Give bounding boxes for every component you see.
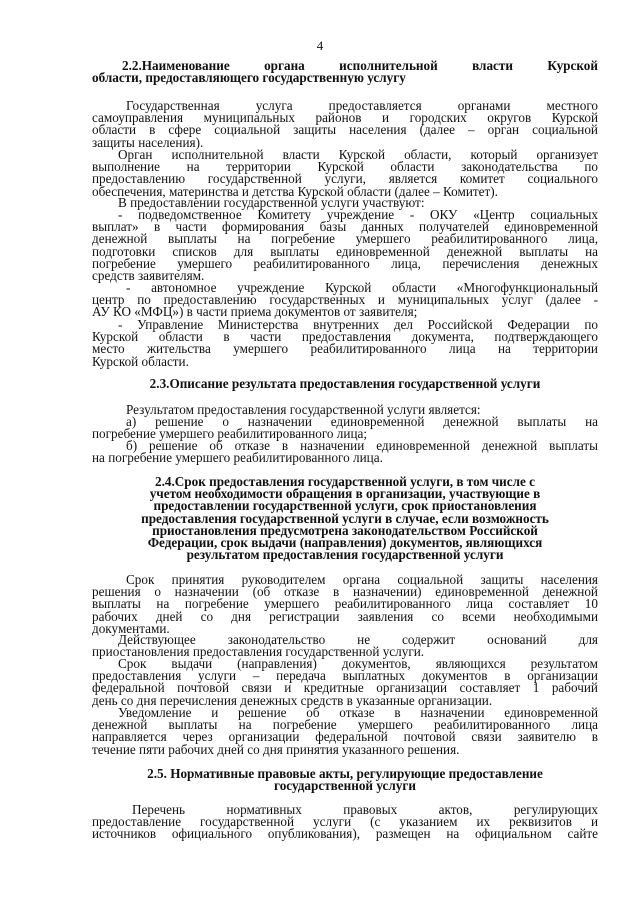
text-line: выплат» в части формирования базы данных получателей единовременной	[92, 219, 598, 235]
text-line: самоуправления муниципальных районов и городских округов Курской	[92, 110, 598, 126]
text-line: приостановления предоставления государственной услуги.	[92, 644, 425, 660]
text-line: день со дня перечисления денежных средств в указанные организации.	[92, 692, 493, 708]
text-line: а) решение о назначении единовременной денежной выплаты на	[126, 414, 598, 429]
text-line: документами.	[92, 620, 170, 636]
text-line: выплаты на погребение умершего реабилитированного лица составляет 10	[92, 596, 598, 612]
text-line: Курской области.	[92, 353, 189, 369]
text-line: денежной выплаты на погребение умершего реабилитированного лица	[92, 717, 598, 733]
heading-line: 2.4.Срок предоставления государственной услуги, в том числе с	[154, 474, 536, 489]
text-line: предоставлению государственной услуги, является комитет социального	[92, 171, 598, 187]
paragraph	[92, 319, 598, 368]
text-line: Действующее законодательство не содержит оснований для	[118, 632, 598, 647]
text-line: Государственная услуга предоставляется органами местного	[126, 98, 598, 113]
text-line: предоставление государственной услуги (с указанием их реквизитов и	[92, 814, 598, 830]
heading-line: Федерации, срок выдачи (направления) документов, являющихся	[147, 535, 543, 551]
text-line: Уведомление и решение об отказе в назначении единовременной	[118, 705, 598, 720]
text-line: денежной выплаты на погребение умершего реабилитированного лица,	[92, 231, 598, 247]
text-line: Результатом предоставления государственной услуги является:	[126, 402, 481, 417]
text-line: АУ КО «МФЦ») в части приема документов от заявителя;	[92, 304, 418, 320]
heading-line: приостановления предусмотрена законодательством Российской	[152, 522, 538, 538]
text-line: источников официального опубликования), размещен на официальном сайте	[92, 826, 598, 842]
text-line: - автономное учреждение Курской области «Многофункциональный	[126, 280, 598, 295]
section-2-5-title	[92, 768, 598, 792]
text-line: - Управление Министерства внутренних дел Российской Федерации по	[118, 317, 598, 332]
text-line: Срок выдачи (направления) документов, являющихся результатом	[118, 656, 598, 671]
paragraph	[92, 149, 598, 198]
section-2-4-title	[92, 476, 598, 561]
heading-line: 2.2.Наименование органа исполнительной власти Курской	[122, 58, 598, 73]
text-line: Курской области в части предоставления документа, подтверждающего	[92, 329, 598, 345]
text-line: место жительства умершего реабилитированного лица на территории	[92, 341, 598, 357]
text-line: обеспечения, материнства и детства Курской области (далее – Комитет).	[92, 183, 498, 199]
section-2-2-title	[92, 60, 598, 84]
text-line: на погребение умершего реабилитированного лица.	[92, 450, 383, 466]
paragraph	[92, 804, 598, 841]
text-line: Орган исполнительной власти Курской области, который организует	[118, 147, 598, 162]
text-line: рабочих дней со дня регистрации заявления со всеми необходимыми	[92, 608, 598, 624]
text-line: Срок принятия руководителем органа социальной защиты населения	[126, 572, 598, 587]
text-line: центр по предоставлению государственных и муниципальных услуг (далее -	[92, 292, 598, 308]
paragraph	[92, 634, 598, 658]
heading-line: государственной услуги	[274, 778, 416, 794]
text-line: В предоставлении государственной услуги участвуют:	[118, 195, 425, 210]
text-line: - подведомственное Комитету учреждение - ОКУ «Центр социальных	[118, 207, 598, 222]
heading-line: результатом предоставления государственной услуги	[186, 547, 504, 563]
paragraph	[92, 658, 598, 707]
text-line: течение пяти рабочих дней со дня принятия указанного решения.	[92, 741, 460, 757]
text-line: федеральной почтовой связи и кредитные организации составляет 1 рабочий	[92, 680, 598, 696]
text-line: погребение умершего реабилитированного лица;	[92, 426, 368, 442]
text-line: погребение умершего реабилитированного лица, перечисления денежных	[92, 255, 598, 271]
paragraph	[92, 574, 598, 635]
text-line: средств заявителям.	[92, 268, 205, 284]
text-line: области в сфере социальной защиты населения (далее – орган социальной	[92, 122, 598, 138]
section-2-3-title: 2.3.Описание результата предоставления государственной услуги	[149, 376, 541, 391]
heading-line: предоставлении государственной услуги, срок приостановления	[153, 498, 537, 514]
text-line: Перечень нормативных правовых актов, регулирующих	[132, 802, 598, 817]
text-line: б) решение об отказе в назначении единовременной денежной выплаты	[126, 438, 598, 453]
paragraph	[92, 416, 598, 440]
text-line: выполнение на территории Курской области законодательства по	[92, 159, 598, 175]
paragraph	[92, 100, 598, 149]
text-line: подготовки списков для выплаты единовременной денежной выплаты на	[92, 243, 598, 259]
heading-line: учетом необходимости обращения в организации, участвующие в	[149, 486, 541, 502]
text-line: направляется через организации федеральной почтовой связи заявителю в	[92, 729, 598, 745]
paragraph	[92, 440, 598, 464]
text-line: предоставления услуги – передача выплатных документов в организации	[92, 668, 598, 684]
page-number: 4	[316, 38, 324, 53]
text-line: решения о назначении (об отказе в назначении) единовременной денежной	[92, 584, 598, 600]
heading-line: области, предоставляющего государственную услугу	[92, 70, 406, 86]
paragraph	[92, 282, 598, 319]
text-line: защиты населения).	[92, 134, 204, 150]
heading-line: 2.5. Нормативные правовые акты, регулирующие предоставление	[147, 766, 543, 781]
heading-line: предоставления государственной услуги в случае, если возможность	[141, 510, 549, 526]
paragraph	[92, 209, 598, 282]
paragraph	[92, 707, 598, 756]
